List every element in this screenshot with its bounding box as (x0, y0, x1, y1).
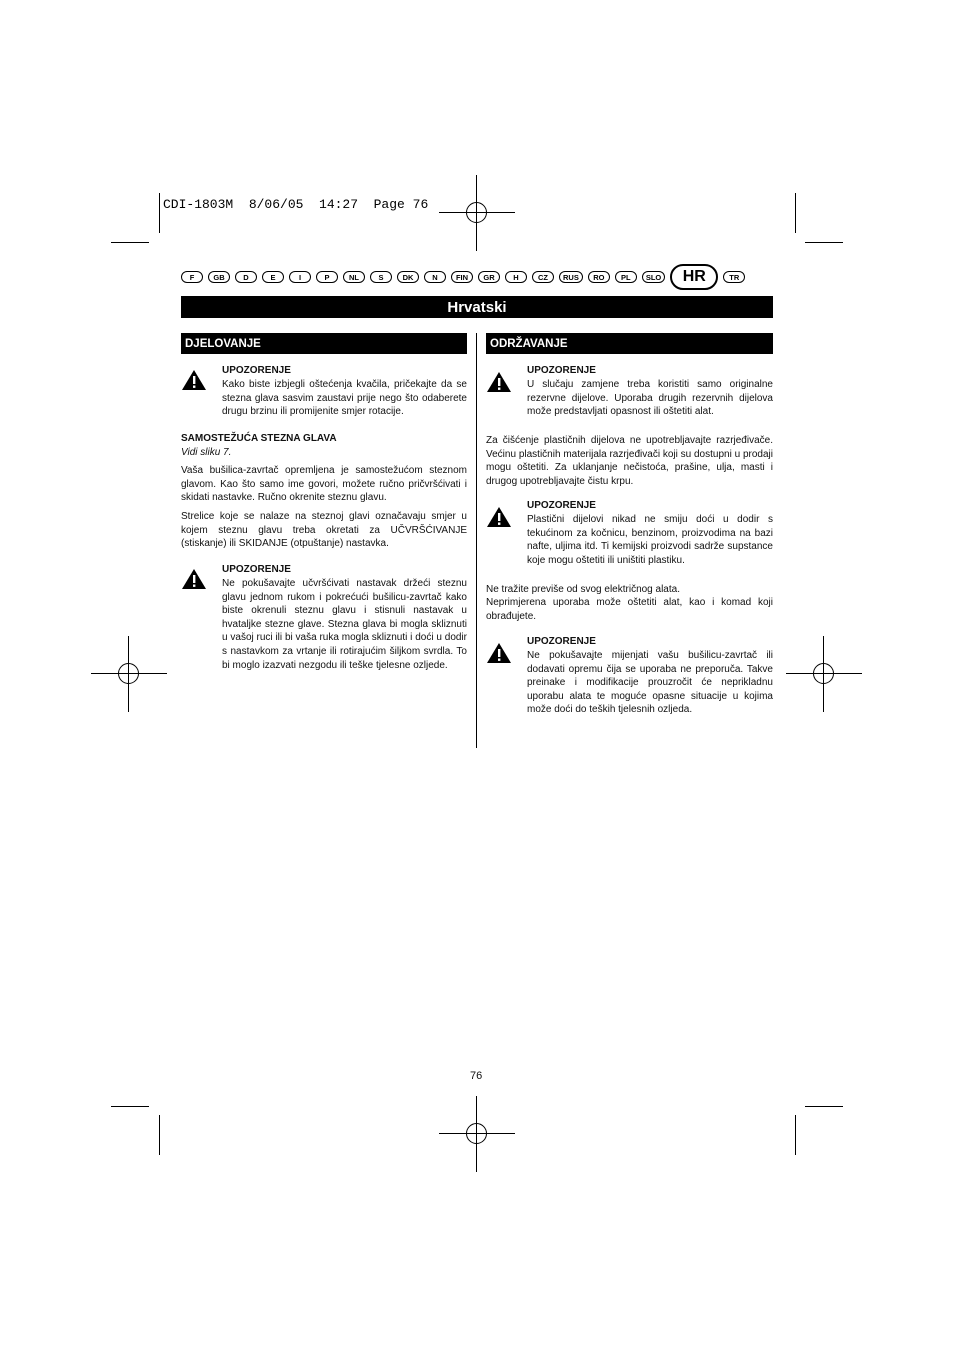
page-number: 76 (470, 1070, 483, 1082)
warning-icon (486, 506, 512, 528)
warning-icon (181, 369, 207, 391)
crop-mark (805, 1106, 843, 1107)
warning-title: UPOZORENJE (222, 564, 291, 575)
language-badge-fin: FIN (451, 271, 473, 283)
paragraph: Vaša bušilica-zavrtač opremljena je samostežućom steznom glavom. Kao što samo ime govori, možete ručno pričvršćivati i skidati nastavke. Ručno okrenite steznu glavu. (181, 465, 467, 504)
registration-mark (786, 636, 862, 712)
warning-icon (181, 568, 207, 590)
warning-title: UPOZORENJE (527, 500, 596, 511)
warning-title: UPOZORENJE (527, 636, 596, 647)
section-title-odrzavanje: ODRŽAVANJE (486, 333, 773, 354)
language-badge-f: F (181, 271, 203, 283)
language-badge-cz: CZ (532, 271, 554, 283)
warning-block (486, 636, 773, 736)
paragraph: Strelice koje se nalaze na steznoj glavi označavaju smjer u kojem steznu glavu treba okretati za UČVRŠĆIVANJE (stiskanje) ili SKIDANJE (otpuštanje) nastavka. (181, 511, 467, 550)
warning-icon (486, 371, 512, 393)
language-badge-nl: NL (343, 271, 365, 283)
warning-text: U slučaju zamjene treba koristiti samo originalne rezervne dijelove. Uporaba drugih rezervnih dijelova može predstavljati opasnost ili oštetiti alat. (527, 379, 773, 418)
language-badge-tr: TR (723, 271, 745, 283)
crop-mark (159, 193, 160, 233)
language-badge-d: D (235, 271, 257, 283)
warning-title: UPOZORENJE (222, 365, 291, 376)
language-badge-hr: HR (670, 264, 718, 290)
figure-reference: Vidi sliku 7. (181, 447, 232, 458)
warning-text: Plastični dijelovi nikad ne smiju doći u dodir s tekućinom za kočnicu, benzinom, proizvodima na bazi nafte, uljima itd. Ti kemijski proizvodi sadrže supstance koje mogu oštetiti ili uništiti plastiku. (527, 514, 773, 566)
page-title: Hrvatski (181, 296, 773, 318)
print-header: CDI-1803M 8/06/05 14:27 Page 76 (163, 197, 429, 212)
crop-mark (795, 1115, 796, 1155)
warning-text: Ne pokušavajte mijenjati vašu bušilicu-zavrtač ili dodavati opremu čija se uporaba ne preporuča. Takve preinake i modifikacije prouzročit će neprikladnu uporabu alata te moguće opasne situacije u kojima može doći do teških tjelesnih ozljeda. (527, 650, 773, 716)
warning-text: Kako biste izbjegli oštećenja kvačila, pričekajte da se stezna glava sasvim zaustavi prije nego što odaberete drugu brzinu ili promijenite smjer rotacije. (222, 379, 467, 418)
warning-block (181, 365, 467, 425)
warning-block (486, 500, 773, 575)
registration-mark (439, 175, 515, 251)
warning-text: Ne pokušavajte učvršćivati nastavak držeći steznu glavu jednom rukom i pokrećući bušilicu-zavrtač kako biste okrenuli steznu glavu i stisnuli nastavak u hvataljke stezne glave. Stezna glava bi mogla skliznuti u vašoj ruci ili bi vaša ruka mogla skliznuti i doći u dodir s nastavkom za vrtanje ili rotirajućim šiljkom svrdla. To bi moglo izazvati nezgodu ili teške tjelesne ozljede. (222, 578, 467, 671)
section-title-djelovanje: DJELOVANJE (181, 333, 467, 354)
language-badge-s: S (370, 271, 392, 283)
language-selector (181, 266, 773, 288)
paragraph: Neprimjerena uporaba može oštetiti alat, kao i komad koji obrađujete. (486, 597, 773, 622)
registration-mark (91, 636, 167, 712)
warning-icon (486, 642, 512, 664)
language-badge-ro: RO (588, 271, 610, 283)
language-badge-dk: DK (397, 271, 419, 283)
language-badge-e: E (262, 271, 284, 283)
language-badge-n: N (424, 271, 446, 283)
warning-block (181, 564, 467, 689)
crop-mark (111, 1106, 149, 1107)
crop-mark (795, 193, 796, 233)
language-badge-gr: GR (478, 271, 500, 283)
language-badge-pl: PL (615, 271, 637, 283)
language-badge-p: P (316, 271, 338, 283)
registration-mark (439, 1096, 515, 1172)
paragraph: Za čišćenje plastičnih dijelova ne upotrebljavajte razrjeđivače. Većinu plastičnih materijala razrjeđivači koji su dostupni u prodaji mogu oštetiti. Za uklanjanje nečistoća, prašine, ulja, masti i drugog upotrebljavajte čistu krpu. (486, 435, 773, 487)
crop-mark (111, 242, 149, 243)
column-divider (476, 333, 477, 748)
crop-mark (159, 1115, 160, 1155)
language-badge-slo: SLO (642, 271, 665, 283)
language-badge-i: I (289, 271, 311, 283)
warning-title: UPOZORENJE (527, 365, 596, 376)
crop-mark (805, 242, 843, 243)
language-badge-h: H (505, 271, 527, 283)
warning-block (486, 365, 773, 425)
subheading: SAMOSTEŽUĆA STEZNA GLAVA (181, 433, 337, 444)
language-badge-rus: RUS (559, 271, 583, 283)
paragraph: Ne tražite previše od svog električnog alata. (486, 584, 680, 595)
language-badge-gb: GB (208, 271, 230, 283)
